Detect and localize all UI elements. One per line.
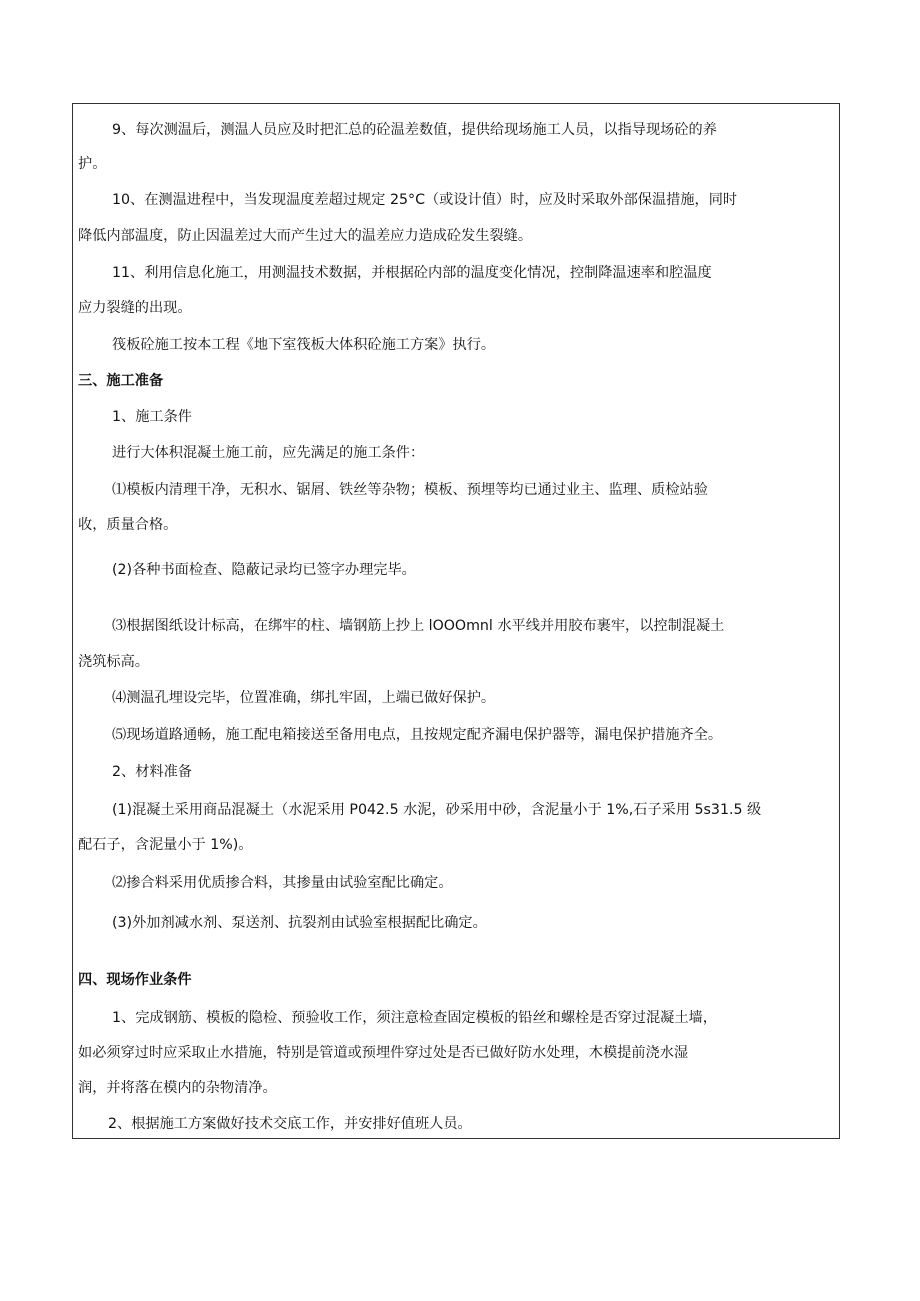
text-line: 进行大体积混凝土施工前，应先满足的施工条件： — [112, 445, 425, 461]
text-line: ⑴模板内清理干净，无积水、锯屑、铁丝等杂物；模板、预埋等均已通过业主、监理、质检站验 — [112, 482, 708, 498]
text-line: 如必须穿过时应采取止水措施，特别是管道或预埋件穿过处是否已做好防水处理，木模提前浇水湿 — [78, 1045, 689, 1061]
text-line: ⑶根据图纸设计标高，在绑牢的柱、墙钢筋上抄上 lOOOmnl 水平线并用胶布裹牢，以控制混凝土 — [112, 618, 725, 634]
text-line: ⑷测温孔埋设完毕，位置准确，绑扎牢固，上端已做好保护。 — [112, 690, 496, 706]
subsection-heading: 2、材料准备 — [112, 764, 192, 780]
text-line: 降低内部温度，防止因温差过大而产生过大的温差应力造成砼发生裂缝。 — [78, 228, 533, 244]
text-line: 10、在测温进程中，当发现温度差超过规定 25°C（或设计值）时，应及时采取外部保温措施，同时 — [112, 192, 738, 208]
text-line: 9、每次测温后，测温人员应及时把汇总的砼温差数值，提供给现场施工人员，以指导现场砼的养 — [112, 122, 717, 138]
text-line: (3)外加剂减水剂、泵送剂、抗裂剂由试验室根据配比确定。 — [112, 915, 487, 931]
text-line: ⑸现场道路通畅，施工配电箱接送至备用电点，且按规定配齐漏电保护器等，漏电保护措施齐全。 — [112, 727, 723, 743]
text-line: (2)各种书面检查、隐蔽记录均已签字办理完毕。 — [112, 562, 416, 578]
text-line: 护。 — [78, 156, 107, 172]
text-line: 应力裂缝的出现。 — [78, 300, 192, 316]
subsection-heading: 1、施工条件 — [112, 409, 192, 425]
section-heading: 三、施工准备 — [78, 373, 164, 389]
text-line: (1)混凝土采用商品混凝土（水泥采用 P042.5 水泥，砂采用中砂，含泥量小于 1%,石子采用 5s31.5 级 — [112, 802, 762, 818]
text-line: 配石子，含泥量小于 1%)。 — [78, 837, 253, 853]
text-line: 润，并将落在模内的杂物清净。 — [78, 1080, 277, 1096]
text-line: 1、完成钢筋、模板的隐检、预验收工作，须注意检查固定模板的铅丝和螺栓是否穿过混凝土墙， — [112, 1010, 717, 1026]
section-heading: 四、现场作业条件 — [78, 972, 192, 988]
text-line: 2、根据施工方案做好技术交底工作，并安排好值班人员。 — [108, 1116, 472, 1132]
text-line: 收，质量合格。 — [78, 517, 178, 533]
text-line: 浇筑标高。 — [78, 654, 149, 670]
text-line: 筏板砼施工按本工程《地下室筏板大体积砼施工方案》执行。 — [112, 337, 496, 353]
text-line: ⑵掺合料采用优质掺合料，其掺量由试验室配比确定。 — [112, 875, 453, 891]
text-line: 11、利用信息化施工，用测温技术数据，并根据砼内部的温度变化情况，控制降温速率和腔温度 — [112, 265, 712, 281]
